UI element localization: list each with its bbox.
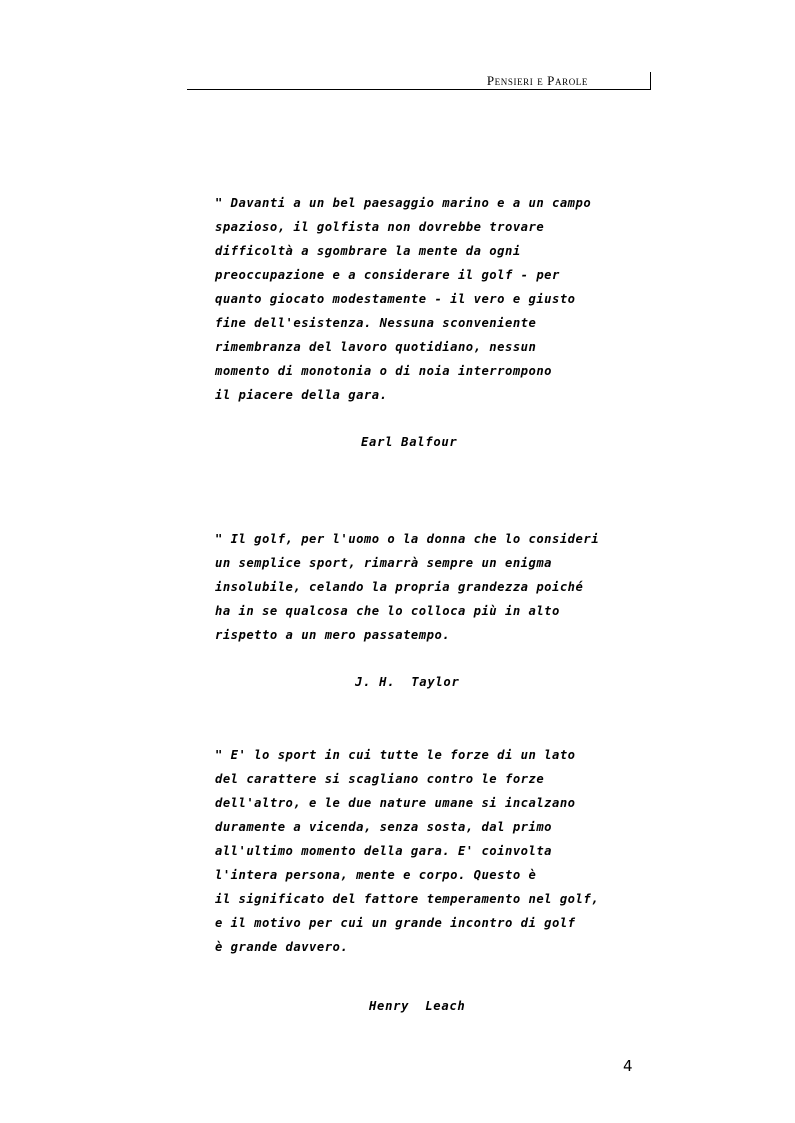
header-rule-tick: [650, 72, 651, 90]
quote-text: " E' lo sport in cui tutte le forze di un lato del carattere si scagliano contro le forze dell'altro, e le due nature umane si incalzano duramente a vicenda, senza sosta, dal primo all'ultimo momento della gara. E' coinvolta l'intera persona, mente e corpo. Questo è il significato del fattore temperamento nel golf, e il motivo per cui un grande incontro di golf è grande davvero.: [215, 748, 600, 954]
quote-author: Earl Balfour: [361, 435, 458, 449]
quote-text: " Il golf, per l'uomo o la donna che lo consideri un semplice sport, rimarrà sempre un enigma insolubile, celando la propria grandezza poiché ha in se qualcosa che lo colloca più in alto rispetto a un mero passatempo.: [215, 532, 600, 642]
page-number: 4: [623, 1057, 633, 1075]
header-rule: [187, 89, 651, 90]
quote-author: Henry Leach: [369, 999, 466, 1013]
quote-text: " Davanti a un bel paesaggio marino e a un campo spazioso, il golfista non dovrebbe trovare difficoltà a sgombrare la mente da ogni preoccupazione e a considerare il golf - per quanto giocato modestamente - il vero e giusto fine dell'esistenza. Nessuna sconveniente rimembranza del lavoro quotidiano, nessun momento di monotonia o di noia interrompono il piacere della gara.: [215, 196, 592, 402]
running-head: Pensieri e Parole: [486, 73, 588, 88]
quote-author: J. H. Taylor: [355, 675, 460, 689]
